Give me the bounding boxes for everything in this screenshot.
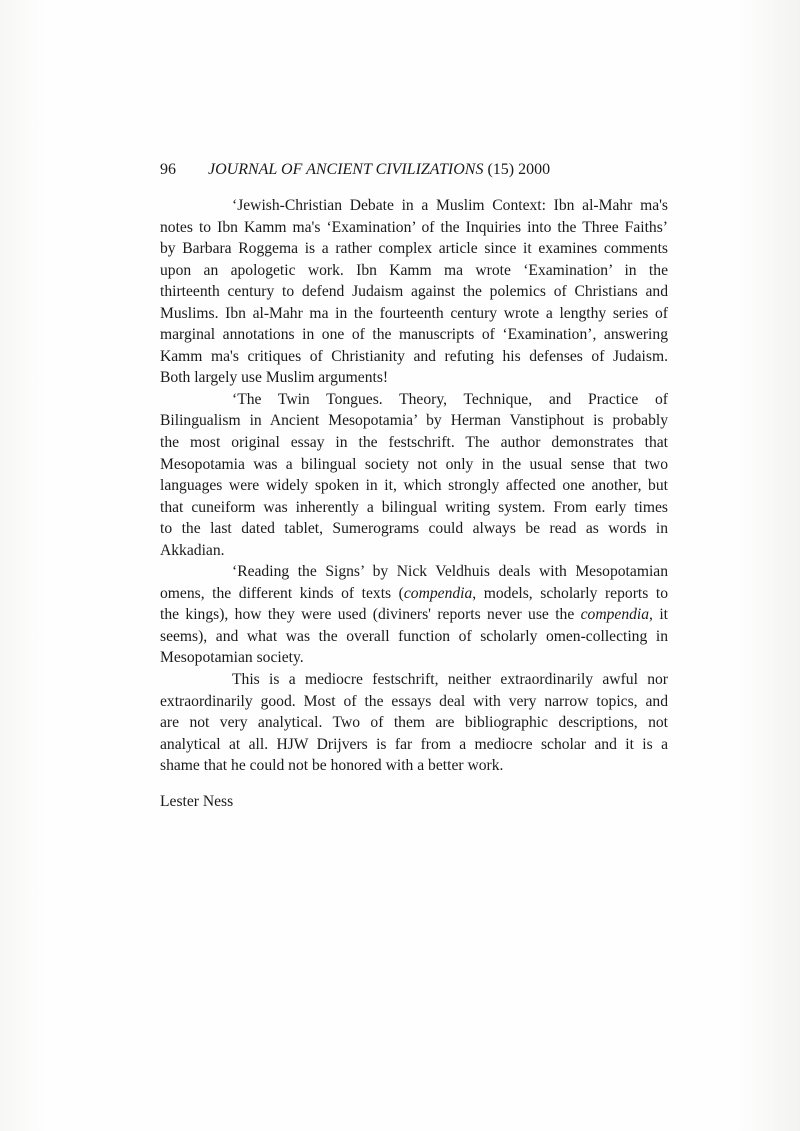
- italic-text: compendia: [580, 606, 650, 624]
- text-line: [160, 432, 668, 454]
- text-line: [160, 346, 668, 368]
- text-segment: Bilingualism in Ancient Mesopotamia’ by Herman Vanstiphout is probably: [160, 412, 668, 430]
- text-segment: by Barbara Roggema is a rather complex article since it examines comments: [160, 240, 668, 258]
- text-line: [160, 518, 668, 540]
- text-segment: ‘Jewish-Christian Debate in a Muslim Context: Ibn al-Mahr ma's: [232, 197, 668, 214]
- journal-name: JOURNAL OF ANCIENT CIVILIZATIONS: [208, 161, 484, 178]
- text-line: [160, 217, 668, 239]
- italic-text: compendia: [403, 584, 473, 602]
- text-line: [160, 561, 668, 583]
- text-segment: are not very analytical. Two of them are bibliographic descriptions, not: [160, 714, 668, 732]
- text-segment: , models, scholarly reports to: [472, 584, 668, 602]
- text-segment: Kamm ma's critiques of Christianity and refuting his defenses of Judaism.: [160, 347, 668, 365]
- text-line: [160, 497, 668, 519]
- text-line: [160, 475, 668, 497]
- text-segment: analytical at all. HJW Drijvers is far from a mediocre scholar and it is a: [160, 735, 668, 753]
- text-line: [160, 367, 668, 389]
- paragraph: [160, 561, 668, 669]
- text-segment: , it: [649, 606, 668, 624]
- text-segment: Akkadian.: [160, 541, 225, 559]
- text-segment: Muslims. Ibn al-Mahr ma in the fourteenth century wrote a lengthy series of: [160, 304, 668, 322]
- text-line: [160, 583, 668, 605]
- text-segment: shame that he could not be honored with a better work.: [160, 757, 504, 775]
- text-segment: that cuneiform was inherently a bilingual writing system. From early times: [160, 498, 668, 516]
- text-segment: extraordinarily good. Most of the essays deal with very narrow topics, and: [160, 692, 668, 710]
- paragraph: [160, 195, 668, 389]
- text-segment: upon an apologetic work. Ibn Kamm ma wrote ‘Examination’ in the: [160, 261, 668, 279]
- journal-title: [208, 161, 550, 179]
- text-line: [160, 691, 668, 713]
- text-line: [160, 647, 668, 669]
- paragraph: [160, 669, 668, 777]
- text-line: [160, 755, 668, 777]
- page-number: 96: [160, 161, 176, 178]
- text-line: [160, 604, 668, 626]
- text-segment: the most original essay in the festschrift. The author demonstrates that: [160, 434, 668, 452]
- text-segment: Mesopotamian society.: [160, 649, 304, 667]
- text-segment: ‘The Twin Tongues. Theory, Technique, and Practice of: [232, 390, 668, 408]
- text-segment: marginal annotations in one of the manuscripts of ‘Examination’, answering: [160, 326, 668, 344]
- text-segment: languages were widely spoken in it, which strongly affected one another, but: [160, 477, 668, 495]
- text-line: [160, 238, 668, 260]
- text-line: [160, 195, 668, 217]
- text-segment: Both largely use Muslim arguments!: [160, 369, 389, 387]
- text-segment: ‘Reading the Signs’ by Nick Veldhuis deals with Mesopotamian: [232, 563, 668, 581]
- text-segment: This is a mediocre festschrift, neither extraordinarily awful nor: [232, 671, 668, 689]
- text-line: [160, 260, 668, 282]
- text-line: [160, 454, 668, 476]
- text-segment: notes to Ibn Kamm ma's ‘Examination’ of the Inquiries into the Three Faiths’: [160, 218, 668, 236]
- text-line: [160, 303, 668, 325]
- text-line: [160, 281, 668, 303]
- text-line: [160, 669, 668, 691]
- text-segment: thirteenth century to defend Judaism against the polemics of Christians and: [160, 283, 668, 301]
- text-line: [160, 712, 668, 734]
- author-signature: Lester Ness: [160, 792, 234, 810]
- text-line: [160, 626, 668, 648]
- text-segment: seems), and what was the overall function of scholarly omen-collecting in: [160, 627, 668, 645]
- journal-issue: (15) 2000: [487, 161, 551, 178]
- text-line: [160, 324, 668, 346]
- review-body: [160, 195, 668, 812]
- text-segment: to the last dated tablet, Sumerograms could always be read as words in: [160, 520, 668, 538]
- text-line: [160, 389, 668, 411]
- paragraph: [160, 389, 668, 561]
- text-segment: the kings), how they were used (diviners' reports never use the: [160, 606, 581, 624]
- text-line: [160, 410, 668, 432]
- text-segment: omens, the different kinds of texts (: [160, 584, 404, 602]
- text-segment: Mesopotamia was a bilingual society not only in the usual sense that two: [160, 455, 668, 473]
- text-line: [160, 734, 668, 756]
- text-line: [160, 540, 668, 562]
